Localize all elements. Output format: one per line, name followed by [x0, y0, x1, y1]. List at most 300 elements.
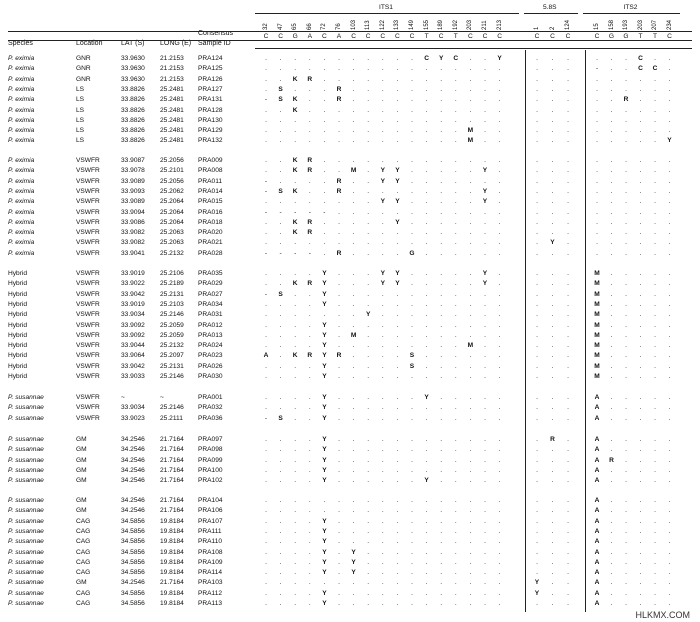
- base-call: .: [396, 456, 399, 464]
- base-call: .: [654, 106, 656, 114]
- base-call: .: [425, 311, 428, 319]
- base-call: .: [440, 157, 443, 164]
- base-call: .: [668, 527, 671, 535]
- species-name: P. susannae: [8, 446, 44, 454]
- base-call: Y: [424, 394, 429, 401]
- base-call: .: [536, 239, 538, 247]
- consensus-base: C: [534, 33, 540, 40]
- base-call: .: [469, 96, 472, 104]
- consensus-base: C: [351, 33, 356, 40]
- base-call: .: [454, 331, 457, 339]
- base-call: .: [308, 300, 311, 308]
- base-call: .: [279, 507, 282, 515]
- consensus-base: C: [322, 33, 327, 40]
- location: GNR: [76, 65, 91, 73]
- base-call: .: [265, 65, 267, 73]
- base-call: .: [551, 75, 554, 83]
- base-call: .: [440, 85, 443, 93]
- sample-id: PRA036: [198, 414, 223, 422]
- location: VSWFR: [76, 414, 100, 422]
- base-call: A: [594, 404, 600, 412]
- base-call: A: [263, 352, 269, 360]
- base-call: .: [338, 218, 340, 226]
- base-call: .: [265, 579, 267, 587]
- base-call: .: [625, 497, 627, 504]
- base-call: .: [425, 116, 428, 124]
- base-call: .: [440, 137, 443, 145]
- base-call: .: [498, 137, 501, 145]
- base-call: .: [352, 177, 355, 185]
- base-call: .: [338, 538, 340, 546]
- base-call: .: [654, 436, 656, 443]
- base-call: .: [265, 137, 267, 145]
- base-call: .: [484, 116, 486, 124]
- base-call: Y: [322, 538, 327, 546]
- base-call: .: [567, 394, 569, 401]
- base-call: .: [454, 373, 457, 380]
- base-call: .: [639, 187, 642, 195]
- base-call: .: [323, 137, 326, 145]
- base-call: .: [567, 558, 569, 566]
- base-call: .: [668, 394, 671, 401]
- base-call: .: [454, 218, 457, 226]
- base-call: -: [264, 249, 268, 257]
- position-label: 122: [379, 19, 386, 30]
- species-name: Hybrid: [8, 331, 28, 339]
- consensus-base: C: [565, 33, 571, 40]
- base-call: .: [367, 331, 370, 339]
- base-call: .: [484, 589, 486, 597]
- base-call: .: [396, 589, 399, 597]
- base-call: .: [484, 446, 486, 454]
- base-call: .: [381, 548, 384, 556]
- base-call: .: [425, 290, 428, 298]
- base-call: .: [323, 311, 326, 319]
- header-rule: [8, 31, 692, 32]
- base-call: .: [654, 311, 656, 319]
- base-call: .: [551, 414, 554, 422]
- base-call: .: [625, 270, 627, 277]
- base-call: .: [551, 177, 554, 185]
- base-call: .: [367, 394, 370, 401]
- base-call: .: [484, 558, 486, 566]
- species-name: P. eximia: [8, 218, 35, 226]
- latitude: 33.9630: [121, 55, 145, 62]
- species-name: P. susannae: [8, 436, 44, 443]
- consensus-base: T: [453, 33, 458, 40]
- base-call: Y: [322, 331, 327, 339]
- base-call: Y: [351, 548, 356, 556]
- base-call: .: [338, 446, 340, 454]
- base-call: .: [411, 229, 413, 237]
- longitude: 21.2153: [160, 75, 184, 83]
- base-call: Y: [667, 137, 672, 145]
- latitude: 33.9019: [121, 300, 145, 308]
- base-call: A: [594, 538, 600, 546]
- base-call: .: [352, 527, 355, 535]
- base-call: .: [411, 167, 413, 175]
- base-call: R: [336, 352, 342, 360]
- base-call: -: [595, 65, 599, 73]
- base-call: .: [279, 300, 282, 308]
- base-call: Y: [322, 352, 327, 360]
- base-call: .: [323, 96, 326, 104]
- base-call: .: [567, 579, 569, 587]
- base-call: .: [440, 456, 443, 464]
- base-call: .: [454, 321, 457, 329]
- base-call: .: [411, 538, 413, 546]
- base-call: .: [367, 600, 370, 607]
- base-call: .: [265, 157, 267, 164]
- base-call: .: [484, 55, 486, 62]
- base-call: .: [440, 477, 443, 485]
- position-label: 76: [336, 23, 342, 30]
- base-call: .: [668, 55, 671, 62]
- base-call: .: [411, 394, 413, 401]
- base-call: .: [668, 167, 671, 175]
- base-call: .: [279, 394, 282, 401]
- base-call: .: [308, 477, 311, 485]
- base-call: .: [411, 127, 413, 135]
- consensus-base: C: [278, 33, 283, 40]
- base-call: .: [668, 198, 671, 206]
- base-call: .: [425, 65, 428, 73]
- base-call: .: [367, 477, 370, 485]
- consensus-base: C: [550, 33, 555, 40]
- base-call: -: [308, 249, 311, 257]
- base-call: .: [469, 239, 472, 247]
- base-call: .: [294, 311, 297, 319]
- base-call: .: [668, 517, 671, 525]
- base-call: .: [425, 75, 428, 83]
- base-call: .: [454, 446, 457, 454]
- base-call: .: [279, 517, 282, 525]
- base-call: .: [294, 137, 297, 145]
- base-call: .: [440, 75, 443, 83]
- base-call: Y: [482, 270, 488, 277]
- base-call: R: [336, 85, 342, 93]
- location: VSWFR: [76, 218, 100, 226]
- base-call: .: [440, 229, 443, 237]
- base-call: .: [396, 321, 399, 329]
- base-call: .: [411, 300, 413, 308]
- longitude: 25.2059: [160, 331, 184, 339]
- base-call: .: [294, 177, 297, 185]
- longitude: 25.2189: [160, 280, 184, 288]
- latitude: 34.2546: [121, 466, 145, 474]
- base-call: .: [668, 75, 671, 83]
- base-call: .: [338, 477, 340, 485]
- base-call: .: [469, 157, 472, 164]
- species-name: P. susannae: [8, 538, 44, 546]
- longitude: 25.2064: [160, 218, 184, 226]
- base-call: .: [308, 394, 311, 401]
- base-call: .: [536, 373, 538, 380]
- base-call: .: [381, 239, 384, 247]
- base-call: .: [668, 507, 671, 515]
- base-call: .: [454, 239, 457, 247]
- base-call: .: [668, 249, 671, 257]
- base-call: .: [668, 65, 671, 73]
- base-call: .: [440, 127, 443, 135]
- base-call: .: [265, 404, 267, 412]
- latitude: 34.2546: [121, 477, 145, 485]
- base-call: .: [454, 137, 457, 145]
- base-call: .: [469, 600, 472, 607]
- base-call: .: [625, 75, 627, 83]
- base-call: .: [639, 127, 642, 135]
- base-call: .: [279, 65, 282, 73]
- base-call: .: [567, 548, 569, 556]
- base-call: .: [308, 342, 311, 350]
- position-label: 133: [394, 19, 401, 30]
- base-call: .: [396, 96, 399, 104]
- latitude: 34.2546: [121, 456, 145, 464]
- base-call: .: [625, 466, 627, 474]
- sample-id: PRA001: [198, 394, 223, 401]
- base-call: .: [654, 229, 656, 237]
- base-call: .: [338, 75, 340, 83]
- base-call: .: [551, 538, 554, 546]
- base-call: .: [484, 249, 486, 257]
- base-call: Y: [395, 270, 400, 277]
- consensus-base: T: [652, 33, 658, 40]
- base-call: .: [367, 85, 370, 93]
- sample-id: PRA099: [198, 456, 223, 464]
- base-call: .: [536, 280, 538, 288]
- base-call: .: [654, 249, 656, 257]
- base-call: .: [610, 517, 613, 525]
- consensus-base: C: [395, 33, 400, 40]
- base-call: .: [440, 600, 443, 607]
- base-call: .: [639, 600, 642, 607]
- base-call: -: [264, 414, 268, 422]
- base-call: .: [308, 446, 311, 454]
- base-call: .: [411, 96, 413, 104]
- base-call: .: [265, 167, 267, 175]
- base-call: .: [294, 331, 297, 339]
- base-call: .: [308, 527, 311, 535]
- base-call: .: [279, 116, 282, 124]
- sample-id: PRA125: [198, 65, 223, 73]
- base-call: .: [352, 280, 355, 288]
- longitude: 25.2146: [160, 311, 184, 319]
- species-name: Hybrid: [8, 373, 28, 380]
- base-call: .: [352, 96, 355, 104]
- base-call: .: [308, 137, 311, 145]
- sample-id: PRA027: [198, 290, 223, 298]
- base-call: .: [454, 527, 457, 535]
- base-call: .: [411, 527, 413, 535]
- base-call: .: [536, 157, 538, 164]
- base-call: .: [654, 497, 656, 504]
- base-call: .: [279, 352, 282, 360]
- base-call: .: [469, 362, 472, 370]
- base-call: .: [440, 507, 443, 515]
- longitude: 25.2056: [160, 157, 184, 164]
- base-call: .: [381, 311, 384, 319]
- base-call: .: [396, 497, 399, 504]
- base-call: .: [265, 85, 267, 93]
- species-name: P. eximia: [8, 198, 35, 206]
- base-call: .: [425, 239, 428, 247]
- base-call: .: [338, 167, 340, 175]
- base-call: .: [411, 65, 413, 73]
- base-call: .: [440, 362, 443, 370]
- region-separator: [525, 50, 526, 612]
- base-call: .: [639, 218, 642, 226]
- base-call: .: [639, 300, 642, 308]
- base-call: .: [639, 116, 642, 124]
- base-call: .: [381, 589, 384, 597]
- base-call: .: [567, 569, 569, 577]
- base-call: .: [367, 157, 370, 164]
- location: VSWFR: [76, 290, 100, 298]
- base-call: .: [352, 321, 355, 329]
- header-rule: [255, 48, 692, 49]
- base-call: .: [367, 414, 370, 422]
- location: GM: [76, 436, 87, 443]
- longitude: 25.2132: [160, 249, 184, 257]
- base-call: Y: [380, 177, 385, 185]
- base-call: .: [425, 85, 428, 93]
- consensus-base: C: [365, 33, 371, 40]
- base-call: .: [265, 280, 267, 288]
- base-call: .: [469, 404, 472, 412]
- base-call: .: [536, 507, 538, 515]
- base-call: .: [454, 85, 457, 93]
- base-call: .: [498, 579, 501, 587]
- base-call: .: [308, 548, 311, 556]
- base-call: M: [467, 342, 474, 350]
- base-call: .: [308, 116, 311, 124]
- base-call: .: [411, 198, 413, 206]
- base-call: .: [654, 342, 656, 350]
- base-call: .: [536, 569, 538, 577]
- base-call: .: [381, 456, 384, 464]
- base-call: .: [294, 362, 297, 370]
- base-call: .: [639, 270, 642, 277]
- longitude: 21.2153: [160, 65, 184, 73]
- base-call: .: [610, 446, 613, 454]
- base-call: .: [498, 167, 501, 175]
- base-call: .: [625, 331, 627, 339]
- position-label: 213: [496, 19, 503, 30]
- position-label: 189: [438, 19, 445, 30]
- base-call: .: [279, 600, 282, 607]
- base-call: .: [469, 548, 472, 556]
- base-call: .: [596, 177, 598, 185]
- base-call: .: [484, 414, 486, 422]
- base-call: .: [610, 218, 613, 226]
- base-call: .: [411, 177, 413, 185]
- base-call: .: [536, 229, 538, 237]
- base-call: .: [484, 342, 486, 350]
- base-call: .: [567, 404, 569, 412]
- base-call: .: [294, 342, 297, 350]
- base-call: .: [425, 466, 428, 474]
- base-call: R: [550, 436, 555, 443]
- base-call: .: [265, 75, 267, 83]
- latitude: 34.5856: [121, 569, 145, 577]
- base-call: -: [264, 177, 268, 185]
- base-call: .: [625, 218, 627, 226]
- base-call: .: [411, 270, 413, 277]
- base-call: .: [411, 208, 413, 216]
- base-call: .: [454, 342, 457, 350]
- base-call: .: [610, 96, 613, 104]
- species-name: P. eximia: [8, 229, 35, 237]
- base-call: .: [338, 394, 340, 401]
- base-call: .: [654, 404, 656, 412]
- base-call: .: [654, 362, 656, 370]
- base-call: .: [567, 280, 569, 288]
- base-call: .: [425, 414, 428, 422]
- base-call: .: [469, 290, 472, 298]
- base-call: .: [536, 106, 538, 114]
- base-call: .: [498, 497, 501, 504]
- base-call: .: [338, 137, 340, 145]
- base-call: .: [551, 65, 554, 73]
- base-call: .: [625, 280, 627, 288]
- base-call: .: [668, 290, 671, 298]
- base-call: .: [338, 589, 340, 597]
- base-call: .: [551, 157, 554, 164]
- base-call: .: [279, 106, 282, 114]
- base-call: .: [279, 75, 282, 83]
- base-call: .: [639, 331, 642, 339]
- sample-id: PRA024: [198, 342, 223, 350]
- base-call: .: [381, 600, 384, 607]
- longitude: 21.2153: [160, 55, 184, 62]
- base-call: .: [610, 497, 613, 504]
- base-call: .: [454, 311, 457, 319]
- base-call: Y: [482, 198, 488, 206]
- base-call: K: [292, 280, 298, 288]
- base-call: .: [536, 342, 538, 350]
- base-call: A: [594, 497, 600, 504]
- latitude: 33.9089: [121, 177, 145, 185]
- base-call: .: [411, 466, 413, 474]
- base-call: .: [338, 466, 340, 474]
- base-call: .: [596, 229, 598, 237]
- base-call: .: [596, 137, 598, 145]
- location: VSWFR: [76, 198, 100, 206]
- base-call: .: [440, 198, 443, 206]
- base-call: .: [498, 477, 501, 485]
- base-call: .: [654, 446, 656, 454]
- sample-id: PRA030: [198, 373, 223, 380]
- species-name: P. susannae: [8, 456, 44, 464]
- species-name: P. eximia: [8, 167, 35, 175]
- base-call: .: [396, 127, 399, 135]
- base-call: .: [567, 497, 569, 504]
- base-call: .: [610, 589, 613, 597]
- base-call: .: [411, 280, 413, 288]
- base-call: .: [411, 569, 413, 577]
- location: GM: [76, 579, 87, 587]
- base-call: M: [467, 137, 474, 145]
- base-call: .: [625, 55, 627, 62]
- latitude: 33.9082: [121, 229, 145, 237]
- location: VSWFR: [76, 208, 100, 216]
- base-call: .: [536, 55, 538, 62]
- base-call: .: [536, 497, 538, 504]
- base-call: .: [308, 127, 311, 135]
- base-call: .: [352, 270, 355, 277]
- base-call: .: [551, 446, 554, 454]
- base-call: .: [381, 127, 384, 135]
